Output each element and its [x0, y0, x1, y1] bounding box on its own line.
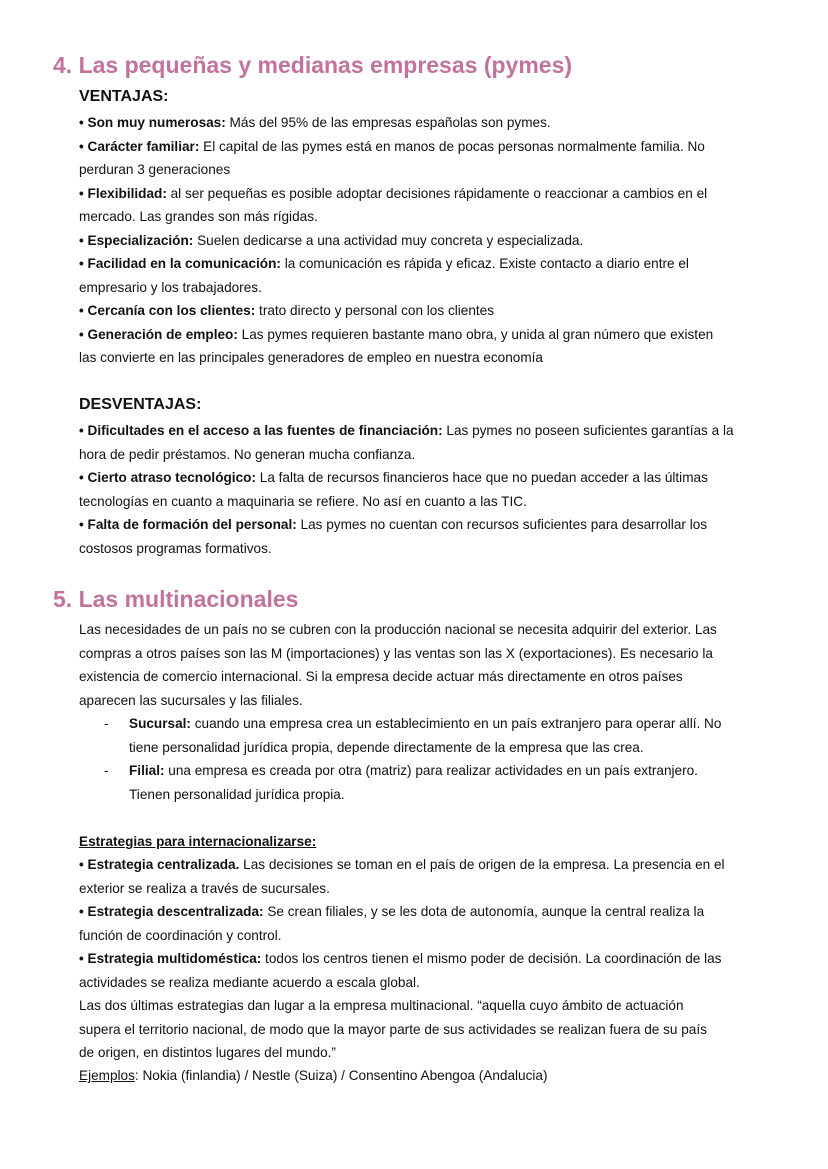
list-item-line [79, 513, 734, 537]
strategies-title: Estrategias para internacionalizarse: [79, 834, 317, 849]
list-item-line [79, 299, 713, 323]
item-text: al ser pequeñas es posible adoptar decisiones rápidamente o reaccionar a cambios en el [166, 185, 708, 201]
list-item-line [79, 853, 725, 877]
intro-paragraph [79, 618, 717, 712]
list-item-line [79, 346, 713, 370]
section-5-title: 5. Las multinacionales [53, 586, 299, 612]
item-text: mercado. Las grandes son más rígidas. [79, 209, 318, 224]
item-term: • Facilidad en la comunicación: [79, 256, 281, 271]
list-item-line [79, 229, 713, 253]
list-item-line [79, 490, 734, 514]
desventajas-list [79, 419, 734, 560]
item-term: • Son muy numerosas: [79, 115, 226, 130]
item-text: El capital de las pymes está en manos de pocas personas normalmente familia. No [199, 138, 705, 154]
strategies-heading-wrap [79, 830, 316, 854]
list-item-line [79, 900, 725, 924]
examples-label: Ejemplos [79, 1068, 135, 1083]
item-term: • Falta de formación del personal: [79, 517, 297, 532]
strategies-list [79, 853, 725, 994]
list-item-line [79, 205, 713, 229]
item-text: empresario y los trabajadores. [79, 279, 262, 295]
item-text: todos los centros tienen el mismo poder de decisión. La coordinación de las [261, 951, 722, 966]
item-text: Las pymes no cuentan con recursos suficientes para desarrollar los [296, 517, 708, 532]
closing-paragraph [79, 994, 707, 1065]
item-text: Tienen personalidad jurídica propia. [129, 786, 345, 802]
item-text: las convierte en las principales generadores de empleo en nuestra economía [79, 350, 543, 365]
item-text: trato directo y personal con los clientes [255, 303, 495, 318]
dash-marker: - [104, 716, 109, 731]
item-term: Filial: [129, 763, 165, 778]
paragraph-line: Las necesidades de un país no se cubren con la producción nacional se necesita adquirir del exterior. Las [79, 622, 717, 637]
list-item-line [79, 736, 721, 760]
paragraph-line: compras a otros países son las M (importaciones) y las ventas son las X (exportaciones). Es necesario la [79, 645, 713, 661]
item-term: • Cercanía con los clientes: [79, 303, 256, 318]
list-item-line [79, 783, 721, 807]
list-item-line [79, 276, 713, 300]
item-text: La falta de recursos financieros hace que no puedan acceder a las últimas [255, 470, 708, 485]
list-item-line [79, 323, 713, 347]
item-text: Se crean filiales, y se les dota de autonomía, aunque la central realiza la [263, 904, 705, 919]
list-item-line [79, 158, 713, 182]
item-text: la comunicación es rápida y eficaz. Existe contacto a diario entre el [280, 256, 689, 271]
list-item-line [79, 419, 734, 443]
item-text: exterior se realiza a través de sucursales. [79, 880, 330, 896]
list-item-line [79, 712, 721, 736]
list-item-line [79, 947, 725, 971]
paragraph-line: existencia de comercio internacional. Si la empresa decide actuar más directamente en otros países [79, 669, 683, 684]
list-item-line [79, 466, 734, 490]
item-text: perduran 3 generaciones [79, 162, 231, 177]
list-item-line [79, 759, 721, 783]
list-item-line [79, 443, 734, 467]
item-text: una empresa es creada por otra (matriz) para realizar actividades en un país extranjero. [164, 763, 698, 778]
item-text: Suelen dedicarse a una actividad muy concreta y especializada. [193, 232, 584, 248]
list-item-line [79, 537, 734, 561]
dash-marker: - [104, 763, 109, 778]
paragraph-line: aparecen las sucursales y las filiales. [79, 692, 303, 708]
item-term: • Dificultades en el acceso a las fuentes de financiación: [79, 423, 443, 438]
paragraph-line: supera el territorio nacional, de modo que la mayor parte de sus actividades se realizan fuera de su país [79, 1021, 707, 1037]
item-term: • Cierto atraso tecnológico: [79, 470, 256, 485]
item-term: • Estrategia multidoméstica: [79, 951, 262, 966]
item-term: Sucursal: [129, 716, 191, 731]
item-text: hora de pedir préstamos. No generan mucha confianza. [79, 446, 416, 462]
item-text: tecnologías en cuanto a maquinaria se refiere. No así en cuanto a las TIC. [79, 493, 527, 509]
ventajas-title: VENTAJAS: [79, 88, 169, 105]
item-term: • Flexibilidad: [79, 185, 167, 201]
item-term: • Estrategia centralizada. [79, 857, 240, 872]
item-text: cuando una empresa crea un establecimiento en un país extranjero para operar allí. No [190, 716, 722, 731]
types-list [79, 712, 721, 806]
item-text: costosos programas formativos. [79, 540, 272, 556]
list-item-line [79, 971, 725, 995]
desventajas-title: DESVENTAJAS: [79, 396, 202, 413]
ventajas-list [79, 111, 713, 370]
list-item-line [79, 252, 713, 276]
item-text: actividades se realiza mediante acuerdo a escala global. [79, 974, 420, 990]
item-text: Las pymes no poseen suficientes garantías a la [442, 423, 734, 438]
item-term: • Carácter familiar: [79, 138, 200, 154]
examples-text: : Nokia (finlandia) / Nestle (Suiza) / Consentino Abengoa (Andalucia) [134, 1068, 548, 1083]
item-text: Más del 95% de las empresas españolas son pymes. [225, 115, 551, 130]
item-text: tiene personalidad jurídica propia, depende directamente de la empresa que las crea. [129, 739, 644, 755]
item-text: función de coordinación y control. [79, 927, 282, 943]
paragraph-line: de origen, en distintos lugares del mundo.” [79, 1045, 336, 1060]
item-term: • Estrategia descentralizada: [79, 904, 264, 919]
list-item-line [79, 111, 713, 135]
section-4-title: 4. Las pequeñas y medianas empresas (pymes) [53, 52, 573, 78]
item-term: • Especialización: [79, 232, 194, 248]
paragraph-line: Las dos últimas estrategias dan lugar a la empresa multinacional. “aquella cuyo ámbito de actuación [79, 998, 684, 1013]
item-text: Las decisiones se toman en el país de origen de la empresa. La presencia en el [239, 857, 725, 872]
list-item-line [79, 877, 725, 901]
item-term: • Generación de empleo: [79, 326, 238, 342]
item-text: Las pymes requieren bastante mano obra, y unida al gran número que existen [237, 326, 714, 342]
examples-line [79, 1064, 548, 1088]
list-item-line [79, 182, 713, 206]
list-item-line [79, 135, 713, 159]
list-item-line [79, 924, 725, 948]
